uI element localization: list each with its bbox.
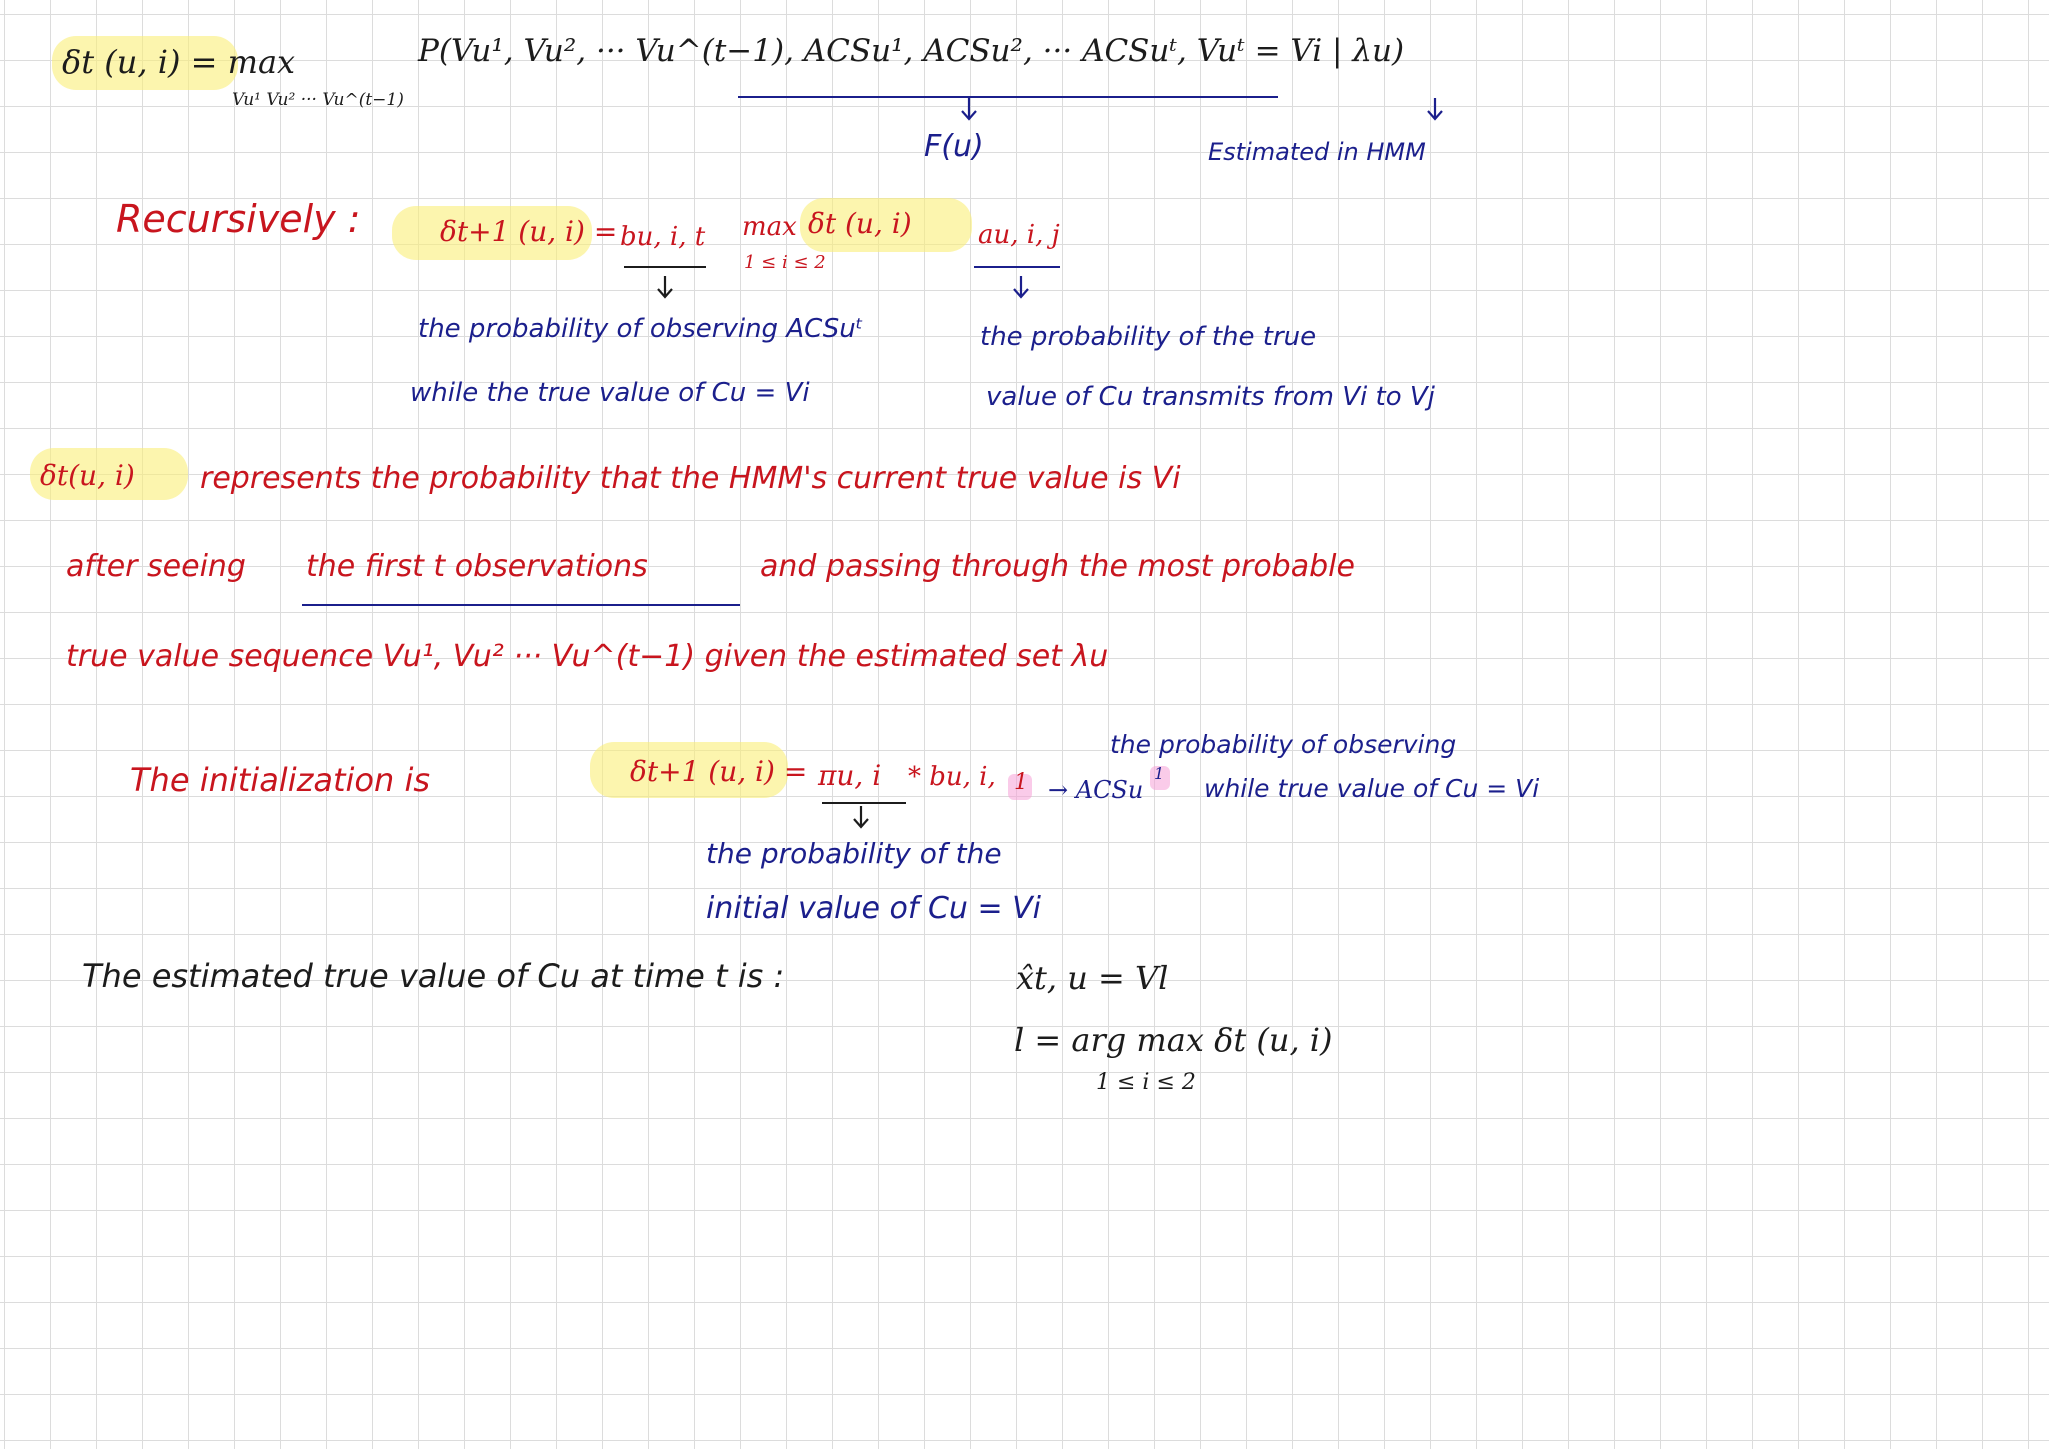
meaning-line2-post: and passing through the most probable <box>760 549 1355 584</box>
meaning-line2-pre: after seeing <box>66 549 246 584</box>
init-arrow-note-sup: 1 <box>1154 764 1165 783</box>
init-label: The initialization is <box>130 761 431 799</box>
meaning-delta: δt(u, i) <box>40 459 135 492</box>
estimate-l-sub: 1 ≤ i ≤ 2 <box>1096 1070 1196 1095</box>
init-arrow-note-acs: → ACSu <box>1048 776 1144 804</box>
arrow-down-icon <box>656 276 674 300</box>
delta-term: δt (u, i) <box>808 207 912 240</box>
meaning-line1: represents the probability that the HMM's current true value is Vi <box>200 461 1181 496</box>
arrow-down-icon <box>852 806 870 830</box>
underline-b-term <box>624 266 706 268</box>
init-pi: πu, i <box>818 759 882 792</box>
recursion-lhs: δt+1 (u, i) = <box>440 215 618 248</box>
probability-expression: P(Vu¹, Vu², ··· Vu^(t−1), ACSu¹, ACSu², ··· ACSuᵗ, Vuᵗ = Vi | λu) <box>418 33 1405 69</box>
b-note-line2: while the true value of Cu = Vi <box>410 378 810 408</box>
estimate-label: The estimated true value of Cu at time t is : <box>82 957 785 995</box>
f-of-u-note: F(u) <box>924 129 984 164</box>
init-pi-note-line1: the probability of the <box>706 837 1002 870</box>
init-arrow-note-line1: the probability of observing <box>1110 730 1457 759</box>
underline-first-t <box>302 604 740 606</box>
a-note-line1: the probability of the true <box>980 322 1317 352</box>
meaning-line3: true value sequence Vu¹, Vu² ··· Vu^(t−1) given the estimated set λu <box>66 639 1109 674</box>
estimate-l-def: l = arg max δt (u, i) <box>1014 1021 1333 1059</box>
arrow-down-icon <box>1012 276 1030 300</box>
estimate-xhat: x̂t, u = Vl <box>1016 959 1169 997</box>
init-pi-note-line2: initial value of Cu = Vi <box>706 891 1041 926</box>
delta-definition: δt (u, i) = max <box>62 43 296 81</box>
max-term: max <box>742 212 797 242</box>
meaning-line2-underlined: the first t observations <box>306 549 648 584</box>
max-subscript-recursion: 1 ≤ i ≤ 2 <box>744 252 826 273</box>
underline-pi <box>822 802 906 804</box>
recursively-label: Recursively : <box>116 197 361 241</box>
a-note-line2: value of Cu transmits from Vi to Vj <box>986 382 1435 412</box>
b-term: bu, i, t <box>620 222 706 252</box>
init-arrow-note-line2: while true value of Cu = Vi <box>1204 774 1540 803</box>
arrow-down-icon <box>1426 98 1444 122</box>
arrow-down-icon <box>960 98 978 122</box>
estimated-hmm-note: Estimated in HMM <box>1208 138 1426 166</box>
init-rest: * bu, i, <box>908 762 996 792</box>
underline-acs <box>738 96 1278 98</box>
b-note-line1: the probability of observing ACSuᵗ <box>418 314 864 344</box>
a-term: au, i, j <box>978 220 1060 250</box>
init-one: 1 <box>1014 770 1028 795</box>
init-lhs: δt+1 (u, i) = <box>630 755 808 788</box>
max-subscript: Vu¹ Vu² ··· Vu^(t−1) <box>232 90 404 110</box>
underline-a-term <box>974 266 1060 268</box>
